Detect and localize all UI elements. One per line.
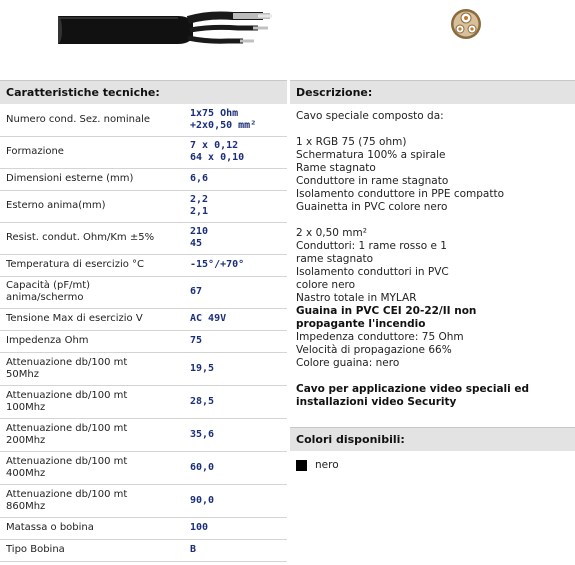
description-text — [290, 104, 575, 409]
spec-value: B — [184, 539, 287, 561]
spec-row — [0, 418, 287, 451]
description-panel — [290, 80, 575, 479]
spec-label: Numero cond. Sez. nominale — [0, 104, 184, 136]
spec-value: 19,5 — [184, 352, 287, 385]
spec-label: Resist. condut. Ohm/Km ±5% — [0, 222, 184, 254]
spec-value: -15°/+70° — [184, 254, 287, 276]
color-swatch — [296, 460, 307, 471]
spec-row — [0, 254, 287, 276]
product-images — [0, 0, 575, 78]
spec-value: 2,2 2,1 — [184, 190, 287, 222]
spec-row — [0, 276, 287, 308]
specs-header: Caratteristiche tecniche: — [0, 80, 287, 104]
spec-value: 35,6 — [184, 418, 287, 451]
description-paragraph: 2 x 0,50 mm² Conduttori: 1 rame rosso e 1 rame stagnato Isolamento conduttori in PVC colore nero Nastro totale in MYLAR — [296, 227, 449, 304]
description-highlight: Guaina in PVC CEI 20-22/II non propagante l'incendio — [296, 305, 477, 330]
spec-row — [0, 539, 287, 561]
cable-section-icon — [450, 8, 482, 40]
spec-label: Capacità (pF/mt) anima/schermo — [0, 276, 184, 308]
spec-value: 7 x 0,12 64 x 0,10 — [184, 136, 287, 168]
description-paragraph: Cavo speciale composto da: — [296, 110, 444, 122]
spec-value: 67 — [184, 276, 287, 308]
spec-row — [0, 104, 287, 136]
colors-header: Colori disponibili: — [290, 427, 575, 451]
description-paragraph: 1 x RGB 75 (75 ohm) Schermatura 100% a spirale Rame stagnato Conduttore in rame stagnato Isolamento conduttore in PPE compatto Guainetta in PVC colore nero — [296, 136, 505, 213]
spec-row — [0, 352, 287, 385]
specs-table — [0, 104, 287, 562]
color-name: nero — [315, 459, 339, 471]
cable-photo — [58, 8, 273, 53]
spec-value: 1x75 Ohm +2x0,50 mm² — [184, 104, 287, 136]
spec-label: Impedenza Ohm — [0, 330, 184, 352]
spec-row — [0, 222, 287, 254]
spec-row — [0, 330, 287, 352]
spec-label: Temperatura di esercizio °C — [0, 254, 184, 276]
spec-label: Esterno anima(mm) — [0, 190, 184, 222]
spec-label: Attenuazione db/100 mt 100Mhz — [0, 385, 184, 418]
spec-label: Tipo Bobina — [0, 539, 184, 561]
spec-label: Dimensioni esterne (mm) — [0, 168, 184, 190]
description-header: Descrizione: — [290, 80, 575, 104]
spec-label: Matassa o bobina — [0, 517, 184, 539]
spec-row — [0, 451, 287, 484]
description-paragraph: Impedenza conduttore: 75 Ohm Velocità di propagazione 66% Colore guaina: nero — [296, 331, 464, 369]
spec-value: 210 45 — [184, 222, 287, 254]
spec-label: Attenuazione db/100 mt 200Mhz — [0, 418, 184, 451]
spec-value: AC 49V — [184, 308, 287, 330]
spec-label: Tensione Max di esercizio V — [0, 308, 184, 330]
spec-value: 6,6 — [184, 168, 287, 190]
spec-row — [0, 385, 287, 418]
spec-label: Formazione — [0, 136, 184, 168]
spec-value: 75 — [184, 330, 287, 352]
spec-row — [0, 136, 287, 168]
spec-row — [0, 517, 287, 539]
spec-value: 28,5 — [184, 385, 287, 418]
spec-value: 100 — [184, 517, 287, 539]
spec-label: Attenuazione db/100 mt 860Mhz — [0, 484, 184, 517]
spec-row — [0, 484, 287, 517]
color-option — [290, 451, 575, 479]
spec-row — [0, 168, 287, 190]
specs-panel — [0, 80, 287, 562]
spec-value: 60,0 — [184, 451, 287, 484]
spec-value: 90,0 — [184, 484, 287, 517]
spec-label: Attenuazione db/100 mt 50Mhz — [0, 352, 184, 385]
description-highlight: Cavo per applicazione video speciali ed installazioni video Security — [296, 383, 530, 408]
spec-row — [0, 190, 287, 222]
spec-label: Attenuazione db/100 mt 400Mhz — [0, 451, 184, 484]
spec-row — [0, 308, 287, 330]
